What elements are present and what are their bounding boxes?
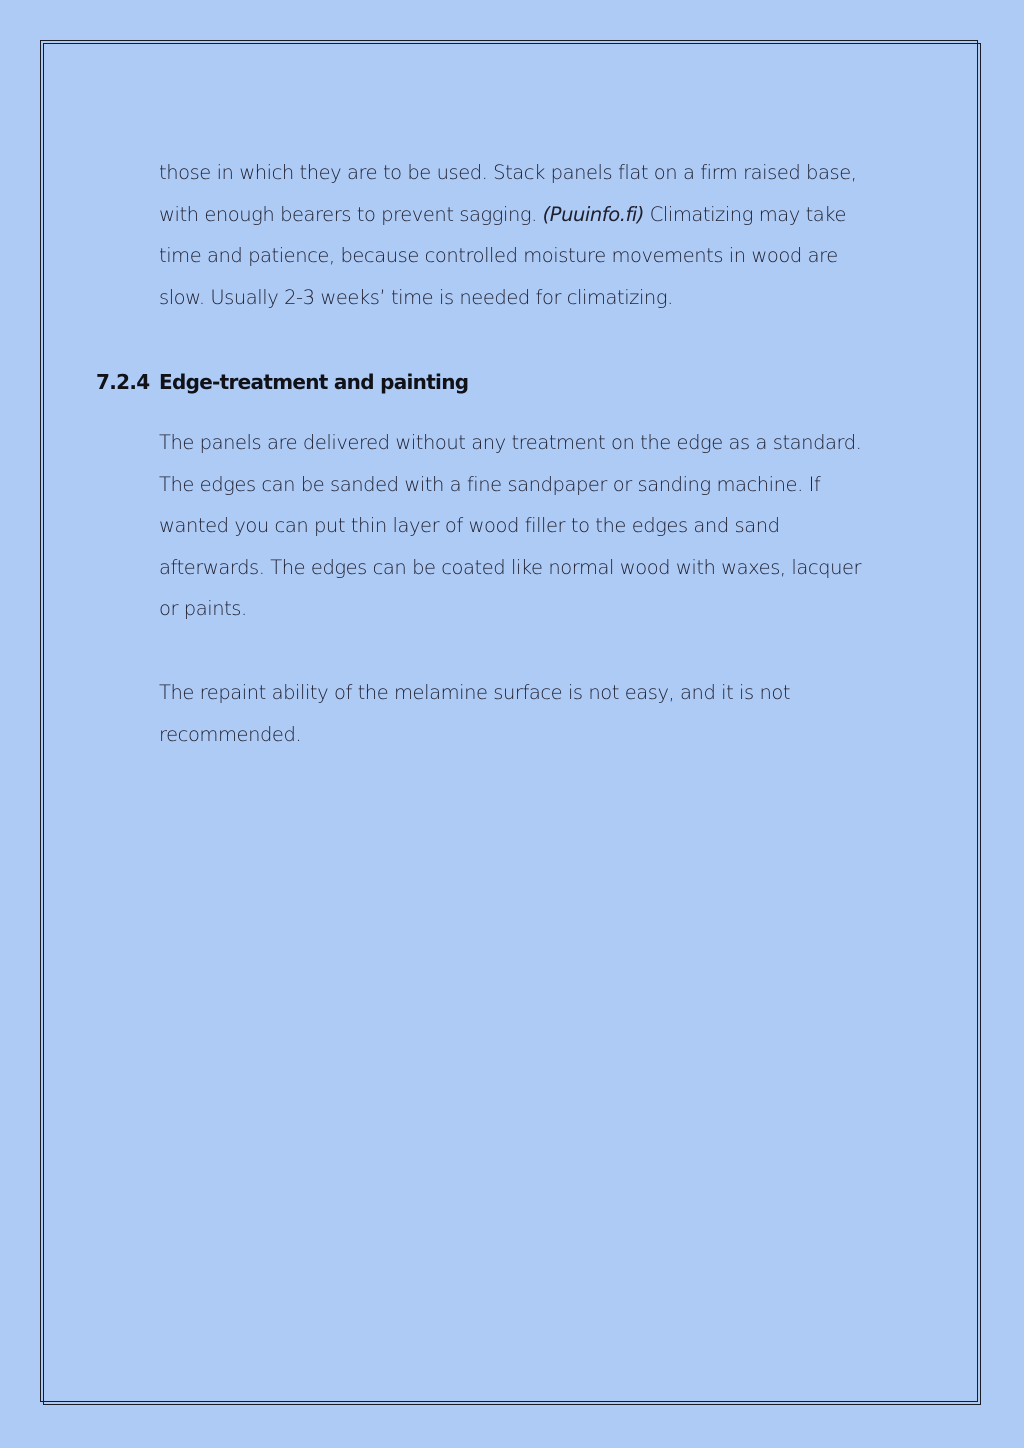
paragraph-climatizing	[159, 152, 929, 318]
text-segment: Climatizing may take	[644, 202, 846, 226]
section-number: 7.2.4	[96, 370, 150, 394]
paragraph-edge-treatment	[159, 422, 929, 630]
text-line: slow. Usually 2-3 weeks’ time is needed for climatizing.	[159, 285, 673, 309]
section-title: Edge-treatment and painting	[159, 370, 469, 394]
text-line	[159, 194, 929, 236]
text-line: The panels are delivered without any treatment on the edge as a standard.	[159, 431, 862, 454]
text-line: afterwards. The edges can be coated like normal wood with waxes, lacquer	[159, 555, 862, 579]
text-line: The repaint ability of the melamine surface is not easy, and it is not	[159, 681, 791, 704]
text-line: recommended.	[159, 722, 302, 746]
text-line: time and patience, because controlled moisture movements in wood are	[159, 244, 838, 268]
section-heading	[96, 364, 468, 400]
text-line: wanted you can put thin layer of wood filler to the edges and sand	[159, 514, 780, 538]
paragraph-repaint	[159, 672, 929, 755]
text-line: The edges can be sanded with a fine sandpaper or sanding machine. If	[159, 472, 821, 496]
text-line: or paints.	[159, 597, 247, 621]
citation: (Puuinfo.fi)	[542, 202, 644, 226]
text-line: those in which they are to be used. Stack panels flat on a firm raised base,	[159, 161, 857, 184]
text-segment: with enough bearers to prevent sagging.	[159, 202, 543, 226]
